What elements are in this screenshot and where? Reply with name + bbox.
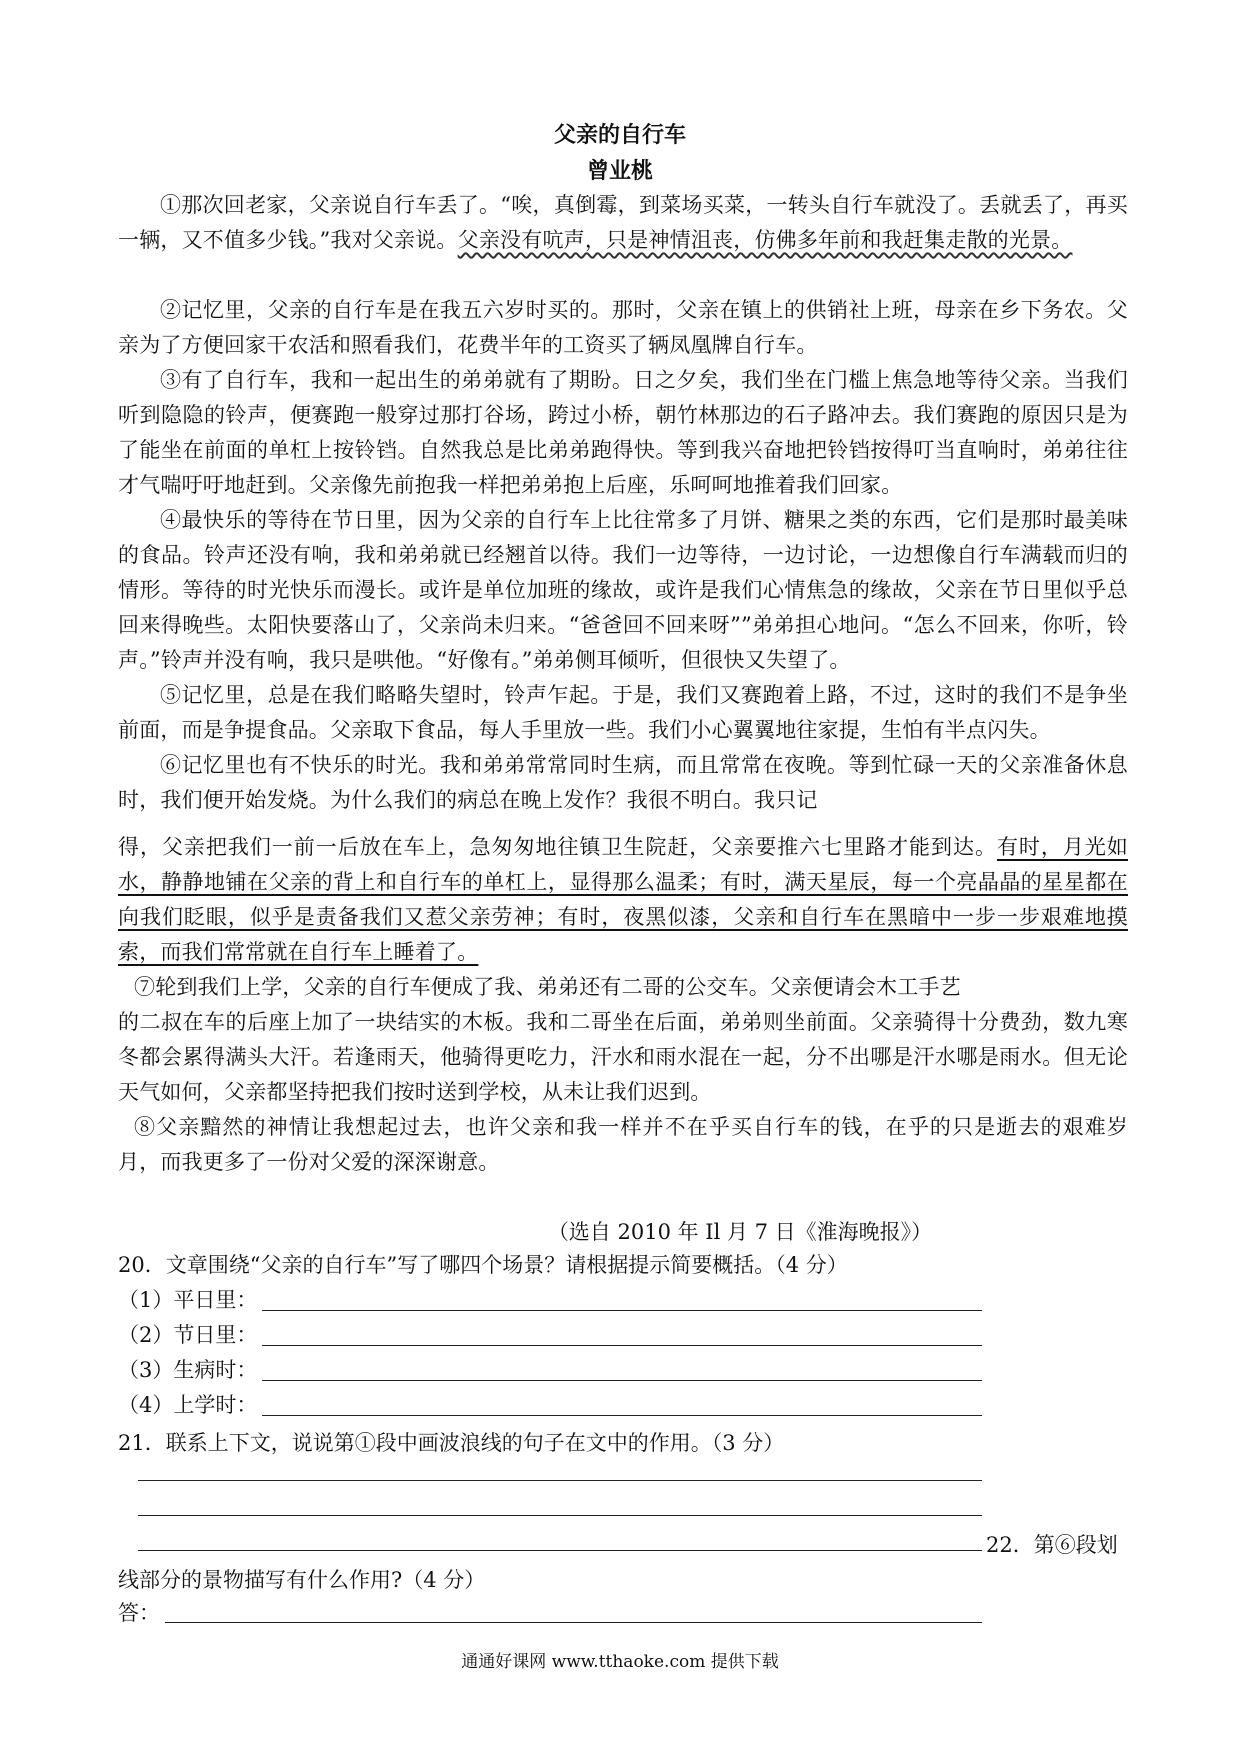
paragraph-2: ②记忆里，父亲的自行车是在我五六岁时买的。那时，父亲在镇上的供销社上班，母亲在乡下务农。父亲为了方便回家干农活和照看我们，花费半年的工资买了辆凤凰牌自行车。 <box>118 298 1128 357</box>
q20-item-1-answer-line[interactable] <box>262 1310 982 1311</box>
q21-answer-line-2[interactable] <box>138 1515 982 1516</box>
q20-item-3-label: （3）生病时： <box>118 1358 258 1382</box>
question-20: 20．文章围绕“父亲的自行车”写了哪四个场景？请根据提示简要概括。（4 分） <box>118 1253 848 1277</box>
answer-label: 答： <box>118 1601 160 1625</box>
question-22-end: 线部分的景物描写有什么作用?（4 分） <box>118 1568 486 1592</box>
q20-item-3-answer-line[interactable] <box>262 1380 982 1381</box>
paragraph-6-text: 得，父亲把我们一前一后放在车上，急匆匆地往镇卫生院赶，父亲要推六七里路才能到达。 <box>118 835 997 859</box>
paragraph-7-part-2: 的二叔在车的后座上加了一块结实的木板。我和二哥坐在后面，弟弟则坐前面。父亲骑得十分费劲，数九寒冬都会累得满头大汗。若逢雨天，他骑得更吃力，汗水和雨水混在一起，分不出哪是汗水哪是雨水。但无论天气如何，父亲都坚持把我们按时送到学校，从未让我们迟到。 <box>118 1010 1128 1104</box>
paragraph-6-part-1: ⑥记忆里也有不快乐的时光。我和弟弟常常同时生病，而且常常在夜晚。等到忙碌一天的父亲准备休息时，我们便开始发烧。为什么我们的病总在晚上发作？我很不明白。我只记 <box>118 753 1128 812</box>
q20-item-2-label: （2）节日里： <box>118 1323 258 1347</box>
q20-item-4-answer-line[interactable] <box>262 1415 982 1416</box>
question-21: 21．联系上下文，说说第①段中画波浪线的句子在文中的作用。（3 分） <box>118 1431 785 1455</box>
article-title: 父亲的自行车 <box>553 123 686 148</box>
q21-answer-line-3[interactable] <box>138 1550 982 1551</box>
wavy-underlined-sentence: 父亲没有吭声，只是神情沮丧，仿佛多年前和我赶集走散的光景。 <box>457 228 1073 252</box>
paragraph-6-part-2 <box>118 830 1128 970</box>
paragraph-7-part-1: ⑦轮到我们上学，父亲的自行车便成了我、弟弟还有二哥的公交车。父亲便请会木工手艺 <box>134 975 961 999</box>
q20-item-2-answer-line[interactable] <box>262 1345 982 1346</box>
source-citation: （选自 2010 年 Il 月 7 日《淮海晚报》） <box>547 1220 933 1244</box>
paragraph-1 <box>118 188 1128 258</box>
paragraph-4: ④最快乐的等待在节日里，因为父亲的自行车上比往常多了月饼、糖果之类的东西，它们是那时最美味的食品。铃声还没有响，我和弟弟就已经翘首以待。我们一边等待，一边讨论，一边想像自行车满载而归的情形。等待的时光快乐而漫长。或许是单位加班的缘故，或许是我们心情焦急的缘故，父亲在节日里似乎总回来得晚些。太阳快要落山了，父亲尚未归来。“爸爸回不回来呀””弟弟担心地问。“怎么不回来，你听，铃声。”铃声并没有响，我只是哄他。“好像有。”弟弟侧耳倾听，但很快又失望了。 <box>118 508 1128 672</box>
paragraph-5: ⑤记忆里，总是在我们略略失望时，铃声乍起。于是，我们又赛跑着上路，不过，这时的我们不是争坐前面，而是争提食品。父亲取下食品，每人手里放一些。我们小心翼翼地往家提，生怕有半点闪失。 <box>118 683 1128 742</box>
paragraph-8: ⑧父亲黯然的神情让我想起过去，也许父亲和我一样并不在乎买自行车的钱，在乎的只是逝去的艰难岁月，而我更多了一份对父爱的深深谢意。 <box>118 1115 1128 1174</box>
q21-answer-line-1[interactable] <box>138 1480 982 1481</box>
question-22-start: 22．第⑥段划 <box>986 1533 1118 1557</box>
underlined-scenery-description: 有时，月光如水，静静地铺在父亲的背上和自行车的单杠上，显得那么温柔；有时，满天星辰，每一个亮晶晶的星星都在向我们眨眼，似乎是责备我们又惹父亲劳神；有时，夜黑似漆，父亲和自行车在黑暗中一步一步艰难地摸索，而我们常常就在自行车上睡着了。 <box>118 835 1129 964</box>
paragraph-3: ③有了自行车，我和一起出生的弟弟就有了期盼。日之夕矣，我们坐在门槛上焦急地等待父亲。当我们听到隐隐的铃声，便赛跑一般穿过那打谷场，跨过小桥，朝竹林那边的石子路冲去。我们赛跑的原因只是为了能坐在前面的单杠上按铃铛。自然我总是比弟弟跑得快。等到我兴奋地把铃铛按得叮当直响时，弟弟往往才气喘吁吁地赶到。父亲像先前抱我一样把弟弟抱上后座，乐呵呵地推着我们回家。 <box>118 368 1128 497</box>
paragraph-1-text: ①那次回老家，父亲说自行车丢了。“唉，真倒霉，到菜场买菜，一转头自行车就没了。丢就丢了，再买一辆，又不值多少钱。”我对父亲说。 <box>118 193 1128 252</box>
q20-item-4-label: （4）上学时： <box>118 1393 258 1417</box>
article-author: 曾业桃 <box>586 159 653 184</box>
page-footer: 通通好课网 www.tthaoke.com 提供下载 <box>461 1652 779 1672</box>
q22-answer-line[interactable] <box>165 1622 982 1623</box>
q20-item-1-label: （1）平日里： <box>118 1288 258 1312</box>
